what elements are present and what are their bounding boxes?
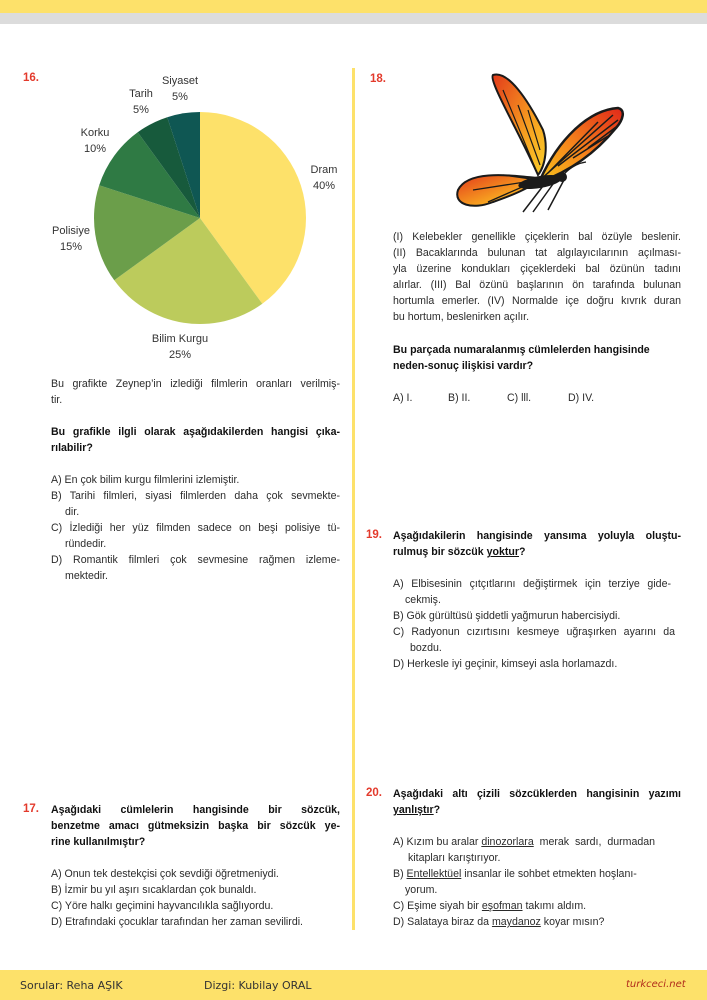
q20-d-underlined: maydanoz bbox=[491, 916, 541, 928]
q18-para-line3: yla üzerine kondukları çiçeklerdeki bal özünün tadını bbox=[393, 263, 681, 275]
q19-option-b[interactable]: B) Gök gürültüsü şiddetli yağmurun habercisiydi. bbox=[393, 610, 621, 622]
pie-label-bilim-kurgu bbox=[140, 331, 220, 363]
q16-stem-line1: Bu grafikle ilgli olarak aşağıdakilerden hangisi çıka- bbox=[51, 426, 340, 438]
butterfly-image bbox=[448, 70, 628, 215]
q18-stem-line1: Bu parçada numaralanmış cümlelerden hangisinde bbox=[393, 344, 650, 356]
q20-option-c[interactable] bbox=[393, 898, 586, 914]
q18-option-a[interactable]: A) I. bbox=[393, 392, 413, 404]
pie-label-dram bbox=[304, 162, 344, 194]
q19-option-c[interactable]: C) Radyonun cızırtısını kesmeye uğraşırken ayarını da bbox=[393, 626, 675, 638]
q20-b-underlined: Entellektüel bbox=[406, 868, 462, 880]
pie-chart bbox=[90, 108, 310, 328]
top-gray-band bbox=[0, 13, 707, 24]
q18-stem-line2: neden-sonuç ilişkisi vardır? bbox=[393, 360, 534, 372]
q19-option-c-cont: bozdu. bbox=[410, 642, 442, 654]
q20-stem-qmark: ? bbox=[433, 804, 441, 816]
q20-a-text2: merak sardı, durmadan bbox=[533, 836, 656, 848]
q20-a-text1: A) Kızım bu aralar bbox=[393, 836, 482, 848]
q16-option-b[interactable]: B) Tarihi filmleri, siyasi filmlerden daha çok sevmekte- bbox=[51, 490, 340, 502]
q16-option-d[interactable]: D) Romantik filmleri çok sevmesine rağmen izleme- bbox=[51, 554, 340, 566]
pie-label-dram-pct: 40% bbox=[312, 180, 336, 192]
question-19-number: 19. bbox=[366, 529, 382, 541]
pie-label-polisiye-pct: 15% bbox=[59, 241, 83, 253]
q17-option-d[interactable]: D) Etrafındaki çocuklar tarafından her zaman sevilirdi. bbox=[51, 916, 304, 928]
column-divider bbox=[352, 68, 355, 930]
footer-authors: Sorular: Reha AŞIK bbox=[20, 979, 123, 992]
q16-intro-line2: tir. bbox=[51, 394, 63, 406]
q16-option-a[interactable]: A) En çok bilim kurgu filmlerini izlemiştir. bbox=[51, 474, 240, 486]
q17-stem-line3: rine kullanılmıştır? bbox=[51, 836, 146, 848]
pie-label-siyaset-name: Siyaset bbox=[161, 75, 199, 87]
question-17-number: 17. bbox=[23, 803, 39, 815]
q18-para-line6: bu hortum, beslenirken açılır. bbox=[393, 311, 530, 323]
question-16-number: 16. bbox=[23, 72, 39, 84]
pie-label-siyaset-pct: 5% bbox=[172, 91, 188, 103]
q18-para-line2: (II) Bacaklarında bulunan tat algılayıcılarının açılması- bbox=[393, 247, 681, 259]
q19-option-a-cont: cekmiş. bbox=[405, 594, 441, 606]
pie-label-tarih-name: Tarih bbox=[129, 88, 153, 100]
q17-stem-line2: benzetme amacı gütmeksizin başka bir sözcük ye- bbox=[51, 820, 340, 832]
q16-option-c-cont: ründedir. bbox=[65, 538, 107, 550]
question-20-number: 20. bbox=[366, 787, 382, 799]
q20-d-text1: D) Salataya biraz da bbox=[393, 916, 492, 928]
pie-label-korku-name: Korku bbox=[80, 127, 110, 139]
q20-stem-underlined: yanlıştır bbox=[393, 804, 434, 816]
footer-site-logo: turkceci.net bbox=[626, 979, 686, 990]
q20-c-text2: takımı aldım. bbox=[522, 900, 587, 912]
pie-label-bilim-kurgu-name: Bilim Kurgu bbox=[151, 333, 209, 345]
q20-b-text1: B) bbox=[393, 868, 407, 880]
q20-option-a-cont: kitapları karıştırıyor. bbox=[408, 852, 501, 864]
q18-para-line4: alırlar. (III) Bal özünü başlarının ön tarafında bulunan bbox=[393, 279, 681, 291]
q19-stem-qmark: ? bbox=[519, 546, 526, 558]
q20-option-b-cont: yorum. bbox=[405, 884, 438, 896]
q16-option-c[interactable]: C) İzlediği her yüz filmden sadece on beşi polisiye tü- bbox=[51, 522, 340, 534]
q16-intro-line1: Bu grafikte Zeynep’in izlediği filmlerin oranları verilmiş- bbox=[51, 378, 340, 390]
q20-b-text2: insanlar ile sohbet etmekten hoşlanı- bbox=[461, 868, 637, 880]
footer-bar bbox=[0, 970, 707, 1000]
pie-label-korku-pct: 10% bbox=[83, 143, 107, 155]
q17-option-b[interactable]: B) İzmir bu yıl aşırı sıcaklardan çok bunaldı. bbox=[51, 884, 257, 896]
q18-option-d[interactable]: D) IV. bbox=[568, 392, 595, 404]
top-band bbox=[0, 0, 707, 13]
q20-stem-line2 bbox=[393, 802, 440, 818]
footer-layout-credit: Dizgi: Kubilay ORAL bbox=[204, 979, 312, 992]
q18-para-line5: hortumla emerler. (IV) Normalde içe doğru kıvrık duran bbox=[393, 295, 681, 307]
pie-label-tarih bbox=[122, 86, 160, 118]
q19-stem-line2 bbox=[393, 544, 525, 560]
q19-option-d[interactable]: D) Herkesle iyi geçinir, kimseyi asla horlamazdı. bbox=[393, 658, 618, 670]
pie-label-korku bbox=[74, 125, 116, 157]
q18-para-line1: (I) Kelebekler genellikle çiçeklerin bal özüyle beslenir. bbox=[393, 231, 681, 243]
pie-label-tarih-pct: 5% bbox=[133, 104, 149, 116]
q20-stem-line1: Aşağıdaki altı çizili sözcüklerden hangisinin yazımı bbox=[393, 788, 681, 800]
q18-option-c[interactable]: C) lll. bbox=[507, 392, 532, 404]
question-18-number: 18. bbox=[370, 73, 386, 85]
q20-c-text1: C) Eşime siyah bir bbox=[393, 900, 482, 912]
q20-option-b[interactable] bbox=[393, 866, 637, 882]
q19-stem-text: rulmuş bir sözcük bbox=[393, 546, 487, 558]
q19-stem-underlined: yoktur bbox=[486, 546, 519, 558]
pie-label-siyaset bbox=[158, 73, 202, 105]
q16-stem-line2: rılabilir? bbox=[51, 442, 93, 454]
q16-option-d-cont: mektedir. bbox=[65, 570, 108, 582]
q17-option-a[interactable]: A) Onun tek destekçisi çok sevdiği öğretmeniydi. bbox=[51, 868, 279, 880]
q18-option-b[interactable]: B) II. bbox=[448, 392, 471, 404]
pie-label-bilim-kurgu-pct: 25% bbox=[168, 349, 192, 361]
pie-label-dram-name: Dram bbox=[310, 164, 338, 176]
q20-option-a[interactable] bbox=[393, 834, 655, 850]
q20-d-text2: koyar mısın? bbox=[540, 916, 605, 928]
pie-label-polisiye bbox=[46, 223, 96, 255]
q17-stem-line1: Aşağıdaki cümlelerin hangisinde bir sözcük, bbox=[51, 804, 340, 816]
q20-a-underlined: dinozorlara bbox=[481, 836, 534, 848]
q20-option-d[interactable] bbox=[393, 914, 604, 930]
q17-option-c[interactable]: C) Yöre halkı geçimini hayvancılıkla sağlıyordu. bbox=[51, 900, 274, 912]
q16-option-b-cont: dir. bbox=[65, 506, 80, 518]
pie-label-polisiye-name: Polisiye bbox=[52, 225, 90, 237]
q19-stem-line1: Aşağıdakilerin hangisinde yansıma yoluyla oluştu- bbox=[393, 530, 681, 542]
q20-c-underlined: eşofman bbox=[481, 900, 523, 912]
q19-option-a[interactable]: A) Elbisesinin çıtçıtlarını değiştirmek için terziye gide- bbox=[393, 578, 671, 590]
